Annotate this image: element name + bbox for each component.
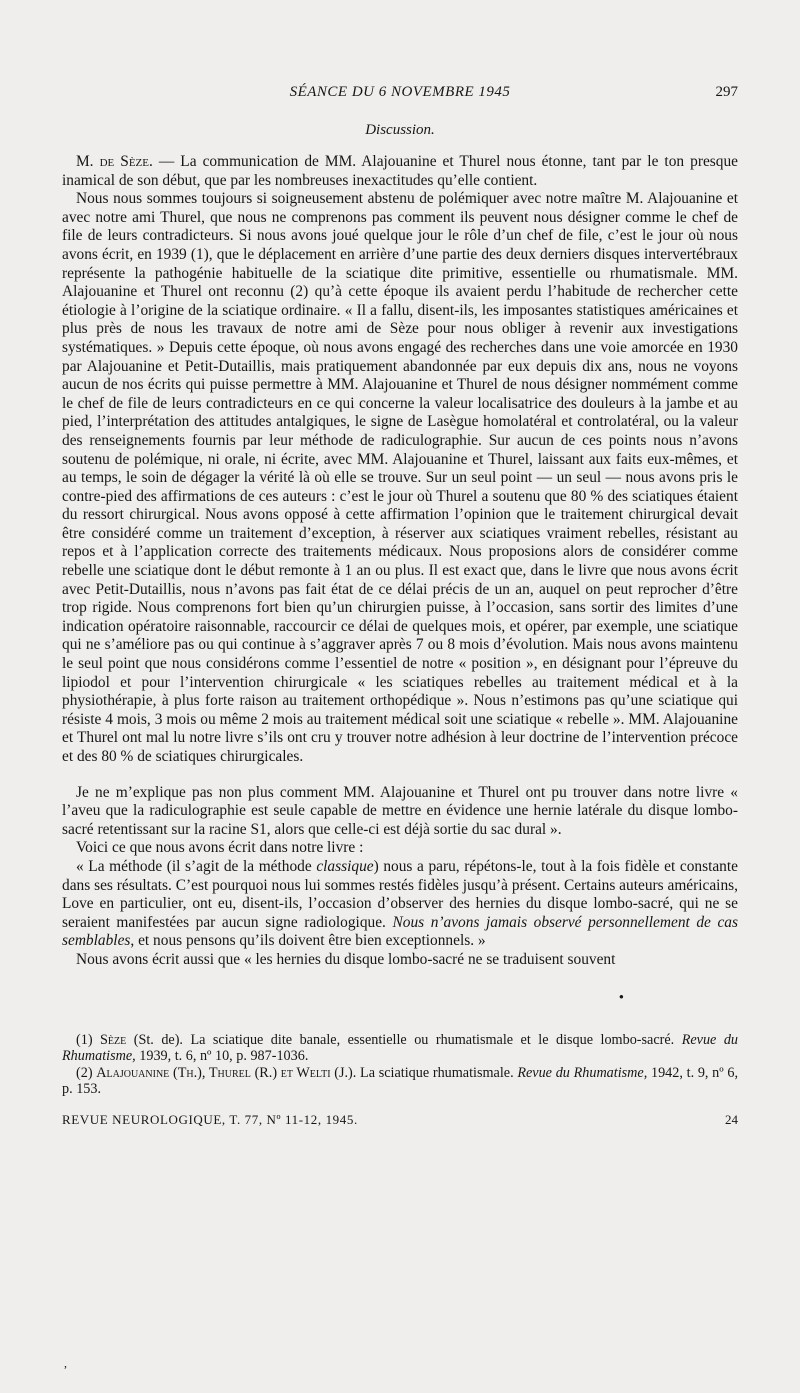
paragraph-3: Je ne m’explique pas non plus comment MM. Alajouanine et Thurel ont pu trouver dans notre livre « l’aveu que la radiculographie est seule capable de mettre en évidence une hernie latérale du disque lombo-sacré retentissant sur la racine S1, alors que celle-ci est déjà sortie du sac dural ». <box>62 783 738 838</box>
paragraph-1 <box>62 153 738 190</box>
speaker-name: M. de Sèze. <box>76 153 153 170</box>
footnote-2-ref: 1942, t. 9, nº 6, p. 153. <box>62 1064 739 1098</box>
page-header <box>62 84 738 114</box>
paragraph-1-text: — La communication de MM. Alajouanine et Thurel nous étonne, tant par le ton presque inamical de son début, que par les nombreuses inexactitudes qu’elle contient. <box>62 153 738 189</box>
paragraph-4: Voici ce que nous avons écrit dans notre livre : <box>76 839 364 857</box>
footnotes <box>62 1032 738 1098</box>
quote-italic: classique <box>316 857 374 875</box>
quoted-paragraph <box>62 858 738 951</box>
footnote-1-journal: Revue du Rhumatisme, <box>62 1031 739 1065</box>
footnote-2-journal: Revue du Rhumatisme, <box>517 1064 648 1081</box>
footnote-1-number: (1) <box>76 1031 101 1048</box>
paragraph-6: Nous avons écrit aussi que « les hernies du disque lombo-sacré ne se traduisent souvent <box>76 950 616 968</box>
quote-text-mid: ) nous a paru, répétons-le, tout à la fois fidèle et constante dans ses résultats. C’est pourquoi nous lui sommes restés fidèles jusqu’à présent. Certains auteurs américains, Love en particulier, ont eu, disent-ils, l’occasion d’observer des hernies du disque lombo-sacré, qui ne se seraient manifestées par aucun signe radiologique. <box>62 857 738 931</box>
page-footer <box>62 1112 738 1134</box>
quote-text-start: « La méthode (il s’agit de la méthode <box>76 857 317 875</box>
quote-text-end: , et nous pensons qu’ils doivent être bien exceptionnels. » <box>130 932 486 950</box>
page <box>62 84 738 1134</box>
quote-italic-2: Nous n’avons jamais observé personnellement de cas semblables <box>62 913 738 950</box>
stray-mark: , <box>64 1356 67 1370</box>
section-title: Discussion. <box>365 122 435 138</box>
paragraph-gap <box>62 767 738 784</box>
footnote-1-ref: 1939, t. 6, nº 10, p. 987-1036. <box>135 1048 309 1065</box>
footnote-2 <box>62 1065 738 1098</box>
ink-dot: • <box>618 989 624 1006</box>
running-title: SÉANCE DU 6 NOVEMBRE 1945 <box>289 84 511 100</box>
footnote-1-author: Sèze <box>100 1031 127 1048</box>
page-number: 297 <box>715 84 738 100</box>
footnote-2-title: La sciatique rhumatismale. <box>356 1064 518 1081</box>
paragraph-2: Nous nous sommes toujours si soigneusement abstenu de polémiquer avec notre maître M. Alajouanine et avec notre ami Thurel, que nous ne comprenons pas comment ils peuvent nous désigner comme le chef de file de leurs contradicteurs. Si nous avons joué quelque jour le rôle d’un chef de file, c’est le jour où nous avons écrit, en 1939 (1), que le déplacement en arrière d’une partie des deux derniers disques intervertébraux représente la pathogénie habituelle de la sciatique dite primitive, essentielle ou rhumatismale. MM. Alajouanine et Thurel ont reconnu (2) qu’à cette époque ils avaient perdu l’habitude de rechercher cette étiologie à l’origine de la sciatique ordinaire. « Il a fallu, disent-ils, les imposantes statistiques américaines et plus près de nous les travaux de notre ami de Sèze pour nous obliger à revenir aux investigations systématiques. » Depuis cette époque, où nous avons engagé des recherches dans une voie amorcée en 1930 par Alajouanine et Petit-Dutaillis, mais pratiquement abandonnée par eux depuis dix ans, nous ne voyons aucun de nos écrits qui puisse permettre à MM. Alajouanine et Thurel de nous désigner nommément comme le chef de file de leurs contradicteurs en ce qui concerne la valeur localisatrice des douleurs à la jambe et au pied, l’interprétation des attitudes antalgiques, le signe de Lasègue homolatéral et controlatéral, ou la valeur des renseignements fournis par leur méthode de radiculographie. Sur aucun de ces points nous n’avons soutenu de polémique, ni orale, ni écrite, avec MM. Alajouanine et Thurel, laissant aux faits eux-mêmes, et au temps, le soin de dégager la vérité là où elle se trouve. Sur un seul point — un seul — nous avons pris le contre-pied des affirmations de ces auteurs : c’est le jour où Thurel a soutenu que 80 % des sciatiques étaient du ressort chirurgical. Nous avons opposé à cette affirmation l’opinion que le traitement chirurgical devait être considéré comme un traitement d’exception, à réserver aux sciatiques vraiment rebelles, résistant au repos et à l’application correcte des traitements médicaux. Nous proposions alors de considérer comme rebelle une sciatique dont le début remonte à 1 an ou plus. Il est exact que, dans le livre que nous avons écrit avec Petit-Dutaillis, nous n’avons pas fait état de ce délai précis de un an, auquel on peut reprocher d’être trop rigide. Nous comprenons fort bien qu’un chirurgien puisse, à l’occasion, sans sortir des limites d’une indication opératoire raisonnable, raccourcir ce délai de quelques mois, et opérer, par exemple, une sciatique qui ne s’améliore pas ou qui continue à s’aggraver après 7 ou 8 mois d’évolution. Mais nous avons maintenu le seul point que nous considérons comme l’essentiel de notre « position », en désignant pour l’épreuve du lipiodol et pour l’intervention chirurgicale « les sciatiques rebelles au traitement médical et à la physiothérapie, à plus forte raison au traitement orthopédique ». Nous n’estimons pas qu’une sciatique qui résiste 4 mois, 3 mois ou même 2 mois au traitement médical soit une sciatique « rebelle ». MM. Alajouanine et Thurel ont mal lu notre livre s’ils ont cru y trouver notre adhésion à leur doctrine de l’intervention précoce et des 80 % de sciatiques chirurgicales. <box>62 190 738 765</box>
footnote-2-authors: Alajouanine (Th.), Thurel (R.) et Welti (J.). <box>96 1064 357 1081</box>
footnote-1 <box>62 1032 738 1065</box>
footnote-1-title: (St. de). La sciatique dite banale, essentielle ou rhumatismale et le disque lombo-sacré. <box>126 1031 682 1048</box>
signature-number: 24 <box>725 1111 738 1127</box>
footnote-2-number: (2) <box>76 1064 97 1081</box>
journal-reference: REVUE NEUROLOGIQUE, T. 77, Nº 11-12, 1945. <box>62 1111 358 1127</box>
